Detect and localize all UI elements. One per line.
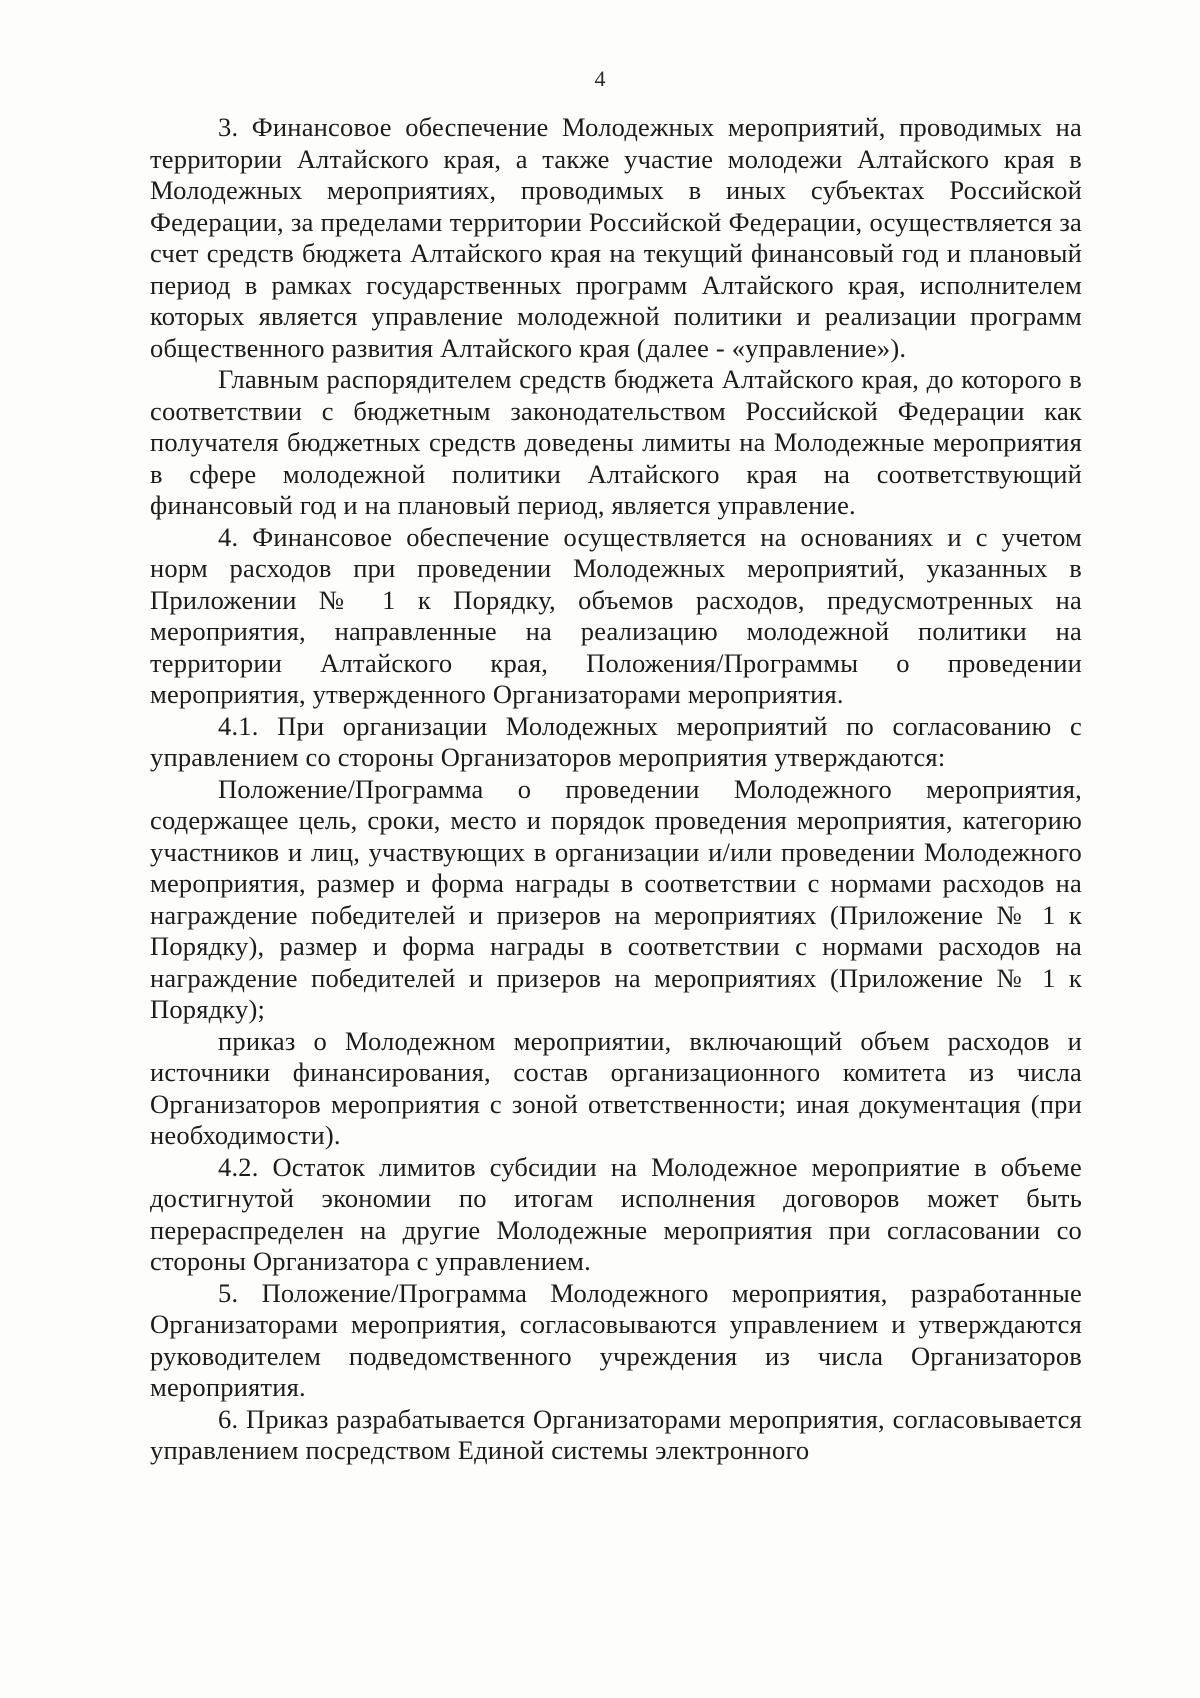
paragraph-4-financing-basis: 4. Финансовое обеспечение осуществляется на основаниях и с учетом норм расходов при проведении Молодежных мероприятий, указанных в Приложении № 1 к Порядку, объемов расходов, предусмотренных на мероприятия, направленные на реализацию молодежной политики на территории Алтайского края, Положения/Программы о проведении мероприятия, утвержденного Организаторами мероприятия. [150,521,1082,709]
paragraph-regulation-program: Положение/Программа о проведении Молодежного мероприятия, содержащее цель, сроки, место и порядок проведения мероприятия, категорию участников и лиц, участвующих в организации и/или проведении Молодежного мероприятия, размер и форма награды в соответствии с нормами расходов на награждение победителей и призеров на мероприятиях (Приложение № 1 к Порядку), размер и форма награды в соответствии с нормами расходов на награждение победителей и призеров на мероприятиях (Приложение № 1 к Порядку); [150,773,1082,1024]
page-number: 4 [594,66,606,91]
paragraph-order: приказ о Молодежном мероприятии, включающий объем расходов и источники финансирования, состав организационного комитета из числа Организаторов мероприятия с зоной ответственности; иная документация (при необходимости). [150,1025,1082,1150]
document-body [150,112,1082,1467]
paragraph-4-2-remaining-limits: 4.2. Остаток лимитов субсидии на Молодежное мероприятие в объеме достигнутой экономии по итогам исполнения договоров может быть перераспределен на другие Молодежные мероприятия при согласовании со стороны Организатора с управлением. [150,1151,1082,1276]
paragraph-3-financing: 3. Финансовое обеспечение Молодежных мероприятий, проводимых на территории Алтайского края, а также участие молодежи Алтайского края в Молодежных мероприятиях, проводимых в иных субъектах Российской Федерации, за пределами территории Российской Федерации, осуществляется за счет средств бюджета Алтайского края на текущий финансовый год и плановый период в рамках государственных программ Алтайского края, исполнителем которых является управление молодежной политики и реализации программ общественного развития Алтайского края (далее - «управление»). [150,112,1082,363]
paragraph-4-1-organization: 4.1. При организации Молодежных мероприятий по согласованию с управлением со стороны Организаторов мероприятия утверждаются: [150,710,1082,772]
paragraph-5-approval: 5. Положение/Программа Молодежного мероприятия, разработанные Организаторами мероприятия, согласовываются управлением и утверждаются руководителем подведомственного учреждения из числа Организаторов мероприятия. [150,1277,1082,1402]
paragraph-6-order-development: 6. Приказ разрабатывается Организаторами мероприятия, согласовывается управлением посредством Единой системы электронного [150,1403,1082,1465]
paragraph-main-administrator: Главным распорядителем средств бюджета Алтайского края, до которого в соответствии с бюджетным законодательством Российской Федерации как получателя бюджетных средств доведены лимиты на Молодежные мероприятия в сфере молодежной политики Алтайского края на соответствующий финансовый год и на плановый период, является управление. [150,364,1082,520]
